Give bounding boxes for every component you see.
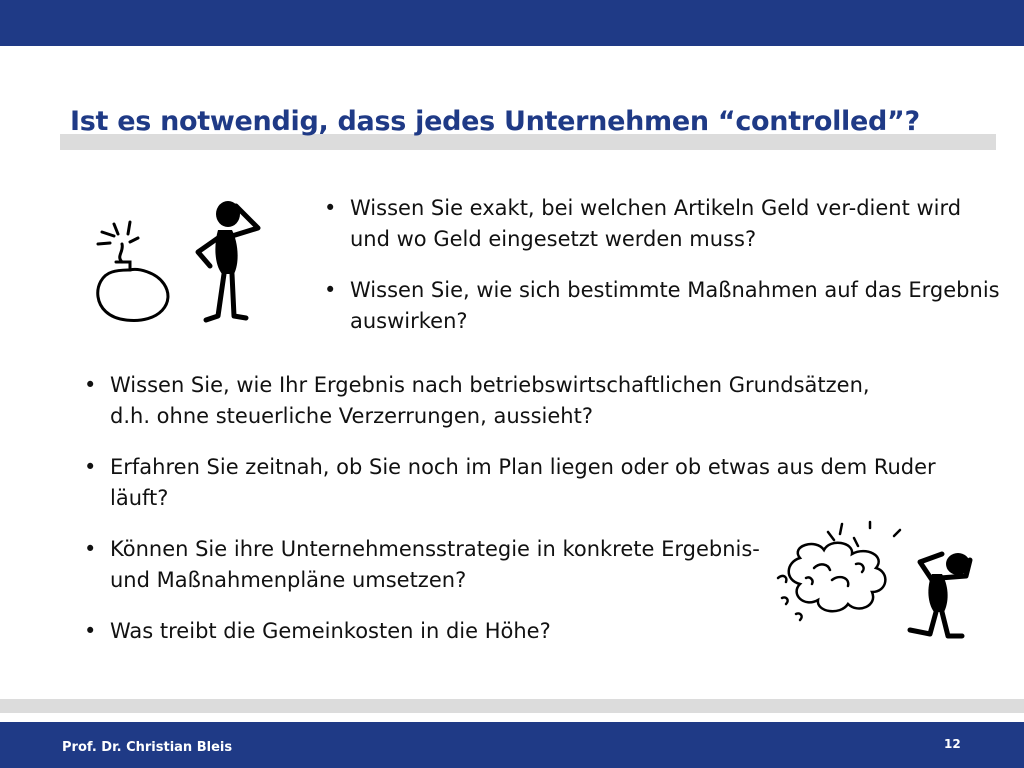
top-bullet-list	[324, 193, 1004, 357]
header-bar	[0, 0, 1024, 46]
list-item: • Was treibt die Gemeinkosten in die Höhe?	[84, 616, 984, 647]
explosion-with-shocked-figure-icon	[770, 518, 992, 642]
list-item: • Wissen Sie exakt, bei welchen Artikeln Geld ver-dient wird und wo Geld eingesetzt werden muss?	[324, 193, 1004, 255]
slide-title: Ist es notwendig, dass jedes Unternehmen “controlled”?	[70, 106, 920, 137]
list-item: • Wissen Sie, wie Ihr Ergebnis nach betriebswirtschaftlichen Grundsätzen, d.h. ohne steuerliche Verzerrungen, aussieht?	[84, 370, 870, 432]
footer-author: Prof. Dr. Christian Bleis	[62, 740, 233, 755]
page-number: 12	[944, 737, 961, 751]
list-item: • Wissen Sie, wie sich bestimmte Maßnahmen auf das Ergebnis auswirken?	[324, 275, 1004, 337]
footer-divider	[0, 699, 1024, 713]
bomb-with-thinking-figure-icon	[86, 192, 286, 326]
list-item: • Erfahren Sie zeitnah, ob Sie noch im Plan liegen oder ob etwas aus dem Ruder läuft?	[84, 452, 990, 514]
list-item: • Können Sie ihre Unternehmensstrategie in konkrete Ergebnis- und Maßnahmenpläne umsetzen?	[84, 534, 760, 596]
